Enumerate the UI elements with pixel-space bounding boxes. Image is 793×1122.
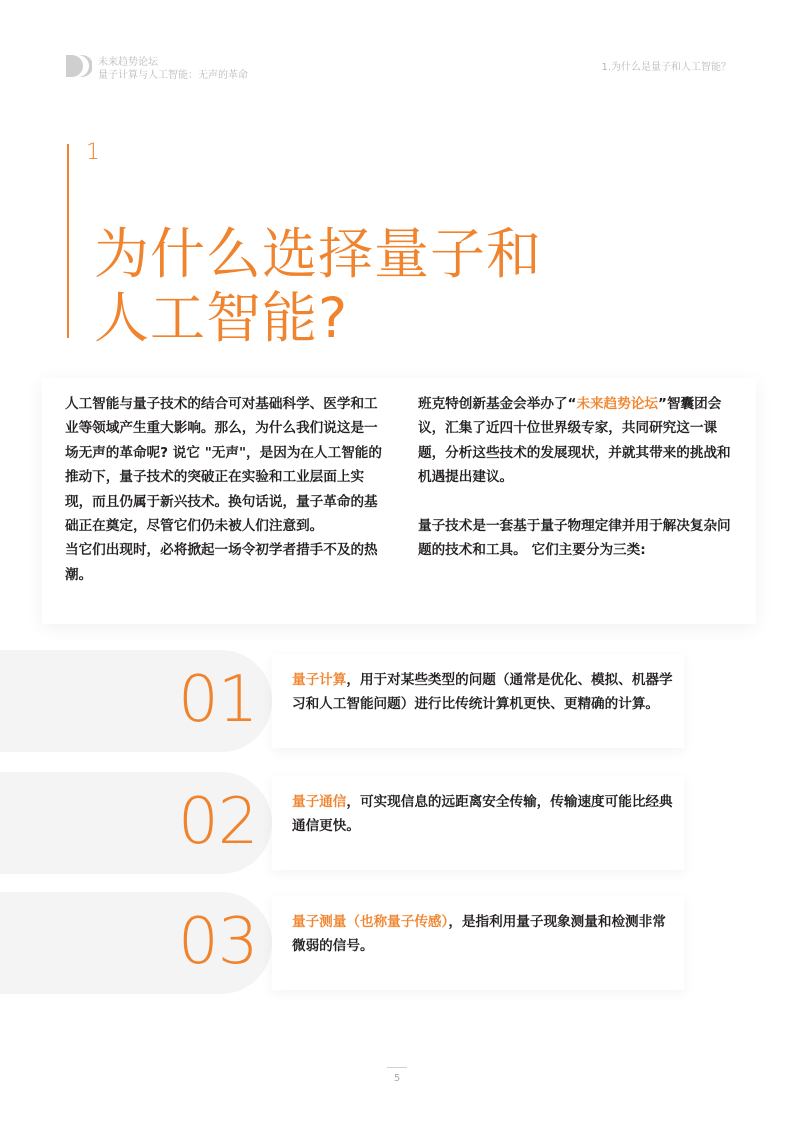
- intro-left-paragraph-2: 当它们出现时，必将掀起一场令初学者措手不及的热潮。: [65, 542, 378, 583]
- item-text: ，可实现信息的远距离安全传输，传输速度可能比经典通信更快。: [292, 794, 673, 834]
- intro-right-text-after: ”智囊团会议，汇集了近四十位世界级专家，共同研究这一课题，分析这些技术的发展现状，并就其带来的挑战和机遇提出建议。: [418, 396, 731, 486]
- footer-divider: [387, 1067, 407, 1068]
- chapter-accent-bar: [67, 144, 69, 338]
- header-forum-name: 未来趋势论坛: [98, 57, 158, 68]
- intro-right-paragraph-1: [418, 392, 734, 490]
- item-card: [272, 654, 684, 748]
- intro-right-text-before: 班克特创新基金会举办了“: [418, 396, 577, 412]
- chapter-title: [94, 222, 542, 350]
- item-text: ，是指利用量子现象测量和检测非常微弱的信号。: [292, 914, 666, 954]
- chapter-title-line1: 为什么选择量子和: [94, 222, 543, 286]
- intro-left-paragraph-1: 人工智能与量子技术的结合可对基础科学、医学和工业等领域产生重大影响。那么，为什么我们说这是一场无声的革命呢? 说它 "无声"，是因为在人工智能的推动下，量子技术的突破正在实验和工业层面上实现，而且仍属于新兴技术。换句话说，量子革命的基础正在奠定，尽管它们仍未被人们注意到。: [65, 396, 382, 535]
- item-number: 01: [178, 663, 258, 737]
- header-report-title: 量子计算与人工智能：无声的革命: [98, 70, 248, 81]
- intro-right-paragraph-2: 量子技术是一套基于量子物理定律并用于解决复杂问题的技术和工具。 它们主要分为三类:: [418, 518, 731, 559]
- forum-name-highlight: 未来趋势论坛: [576, 396, 659, 412]
- double-chevron-logo-icon: [66, 55, 92, 81]
- item-card: [272, 776, 684, 870]
- page-number: 5: [393, 1073, 401, 1084]
- page-header: [66, 55, 731, 85]
- item-description: [292, 910, 676, 958]
- item-number: 02: [178, 785, 258, 859]
- category-item-3: [0, 892, 793, 994]
- intro-left-column: [65, 392, 383, 587]
- intro-box: [42, 378, 756, 624]
- item-highlight: 量子通信: [292, 794, 347, 810]
- category-item-2: [0, 772, 793, 874]
- item-description: [292, 790, 676, 838]
- category-item-1: [0, 650, 793, 752]
- item-text: ，用于对某些类型的问题（通常是优化、模拟、机器学习和人工智能问题）进行比传统计算机更快、更精确的计算。: [292, 672, 673, 712]
- chapter-title-line2: 人工智能?: [94, 286, 349, 350]
- chapter-number: 1: [86, 140, 100, 165]
- item-highlight: 量子测量（也称量子传感）: [292, 914, 449, 930]
- item-number: 03: [178, 905, 258, 979]
- item-description: [292, 668, 676, 716]
- header-title-block: [98, 56, 248, 82]
- paragraph-spacer: [418, 490, 734, 514]
- header-section-title: 1.为什么是量子和人工智能？: [601, 62, 731, 73]
- item-card: [272, 896, 684, 990]
- intro-right-column: [418, 392, 734, 563]
- item-highlight: 量子计算: [292, 672, 347, 688]
